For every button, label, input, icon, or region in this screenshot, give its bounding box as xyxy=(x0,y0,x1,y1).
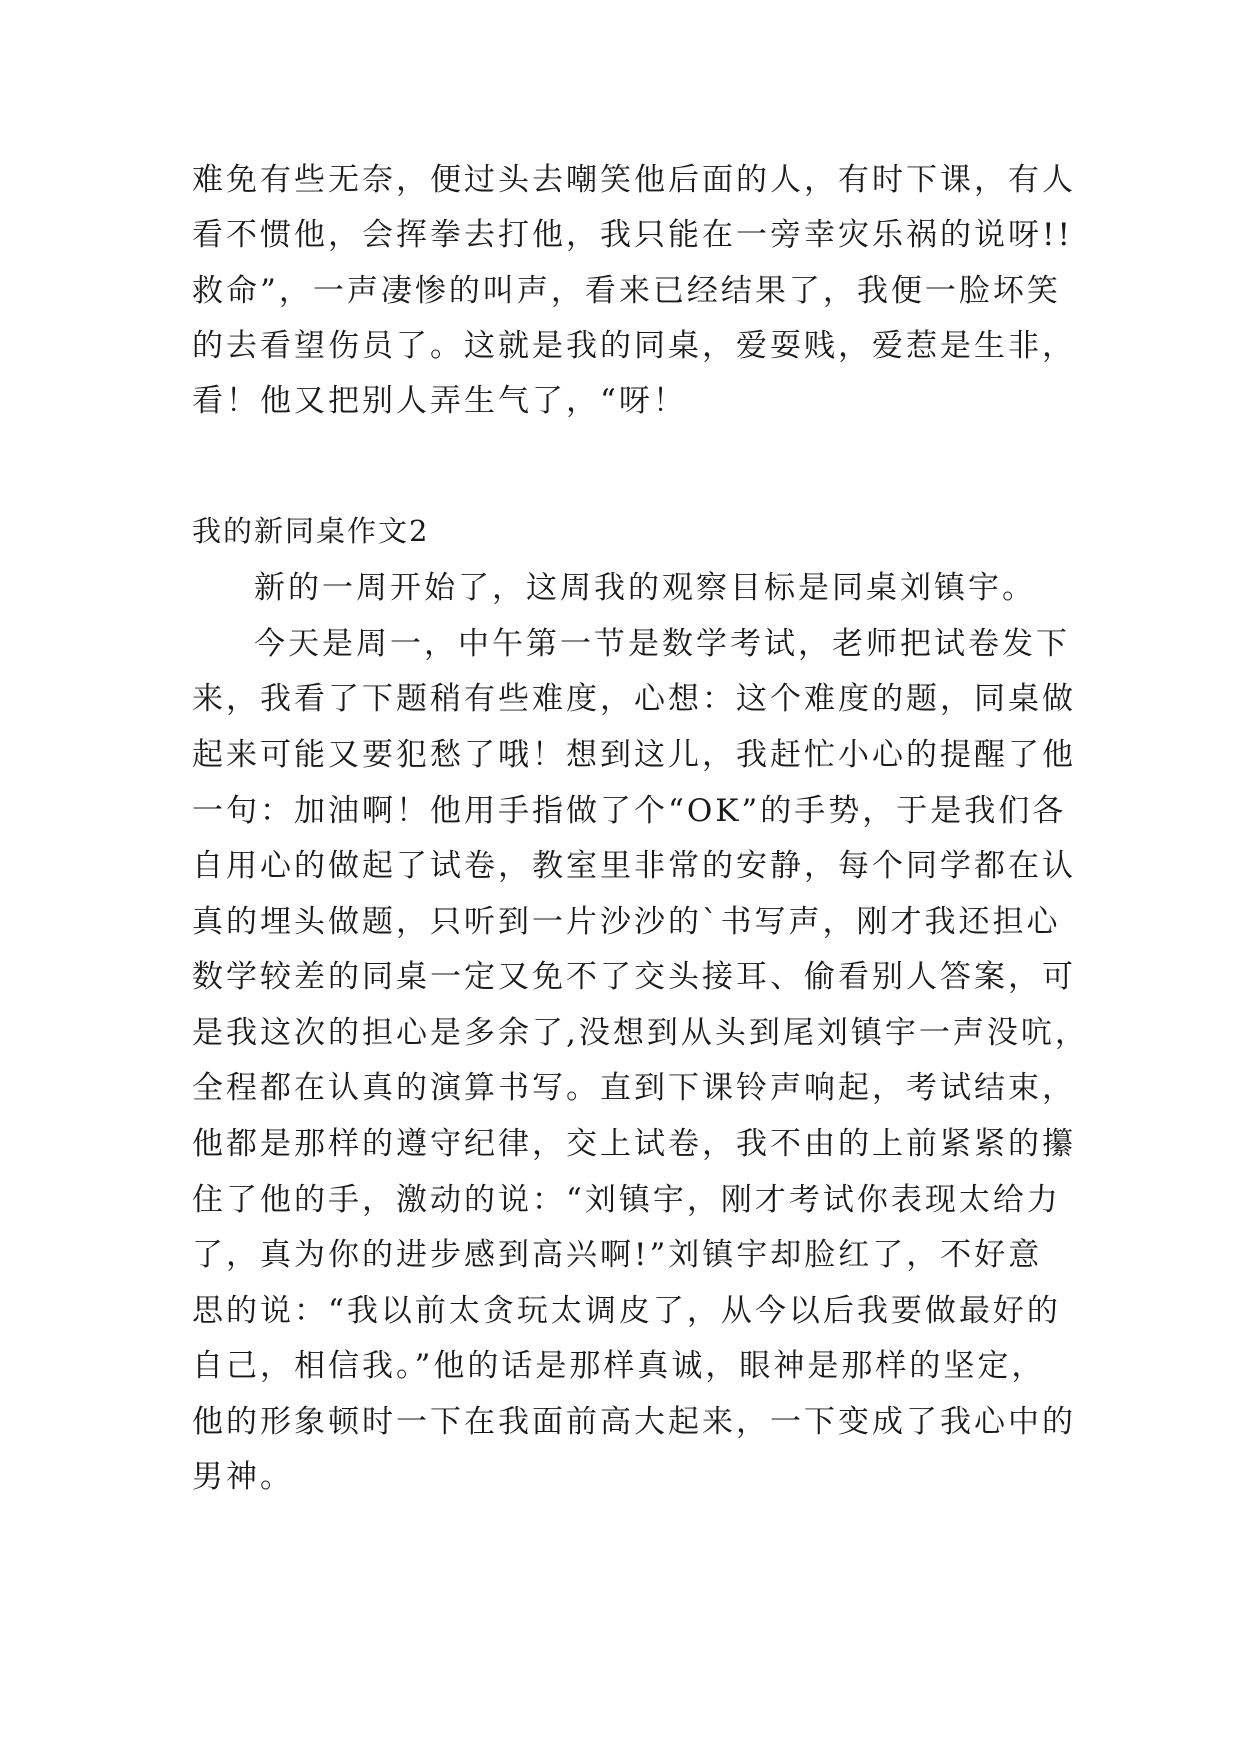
text-line: 真的埋头做题，只听到一片沙沙的`书写声，刚才我还担心 xyxy=(192,904,1061,940)
paragraph-first-line: 新的一周开始了，这周我的观察目标是同桌刘镇宇。 xyxy=(254,570,1036,606)
text-line: 住了他的手，激动的说：“刘镇宇，刚才考试你表现太给力 xyxy=(192,1182,1061,1218)
text-line: 的去看望伤员了。这就是我的同桌，爱耍贱，爱惹是生非， xyxy=(192,328,1076,364)
text-line: 救命”，一声凄惨的叫声，看来已经结果了，我便一脸坏笑 xyxy=(192,273,1061,309)
text-line: 起来可能又要犯愁了哦！想到这儿，我赶忙小心的提醒了他 xyxy=(192,737,1076,773)
text-line: 来，我看了下题稍有些难度，心想：这个难度的题，同桌做 xyxy=(192,681,1076,717)
text-line: 一句：加油啊！他用手指做了个“OK”的手势，于是我们各 xyxy=(192,793,1067,829)
text-line: 思的说：“我以前太贪玩太调皮了，从今以后我要做最好的 xyxy=(192,1293,1061,1329)
text-line: 他的形象顿时一下在我面前高大起来，一下变成了我心中的 xyxy=(192,1404,1076,1440)
text-line: 自用心的做起了试卷，教室里非常的安静，每个同学都在认 xyxy=(192,848,1076,884)
text-line: 自己，相信我。”他的话是那样真诚，眼神是那样的坚定， xyxy=(192,1348,1046,1384)
text-line: 数学较差的同桌一定又免不了交头接耳、偷看别人答案，可 xyxy=(192,959,1076,995)
text-line: 他都是那样的遵守纪律，交上试卷，我不由的上前紧紧的攥 xyxy=(192,1126,1076,1162)
paragraph-first-line: 今天是周一，中午第一节是数学考试，老师把试卷发下 xyxy=(254,626,1070,662)
text-line: 了，真为你的进步感到高兴啊!”刘镇宇却脸红了，不好意 xyxy=(192,1237,1043,1273)
text-line: 看！他又把别人弄生气了，“呀！ xyxy=(192,383,687,419)
section-title: 我的新同桌作文2 xyxy=(192,514,430,548)
text-line: 男神。 xyxy=(192,1459,294,1495)
text-line: 难免有些无奈，便过头去嘲笑他后面的人，有时下课，有人 xyxy=(192,162,1076,198)
text-line: 是我这次的担心是多余了,没想到从头到尾刘镇宇一声没吭， xyxy=(192,1015,1089,1051)
text-line: 看不惯他，会挥拳去打他，我只能在一旁幸灾乐祸的说呀!! xyxy=(192,217,1073,253)
text-line: 全程都在认真的演算书写。直到下课铃声响起，考试结束， xyxy=(192,1070,1076,1106)
